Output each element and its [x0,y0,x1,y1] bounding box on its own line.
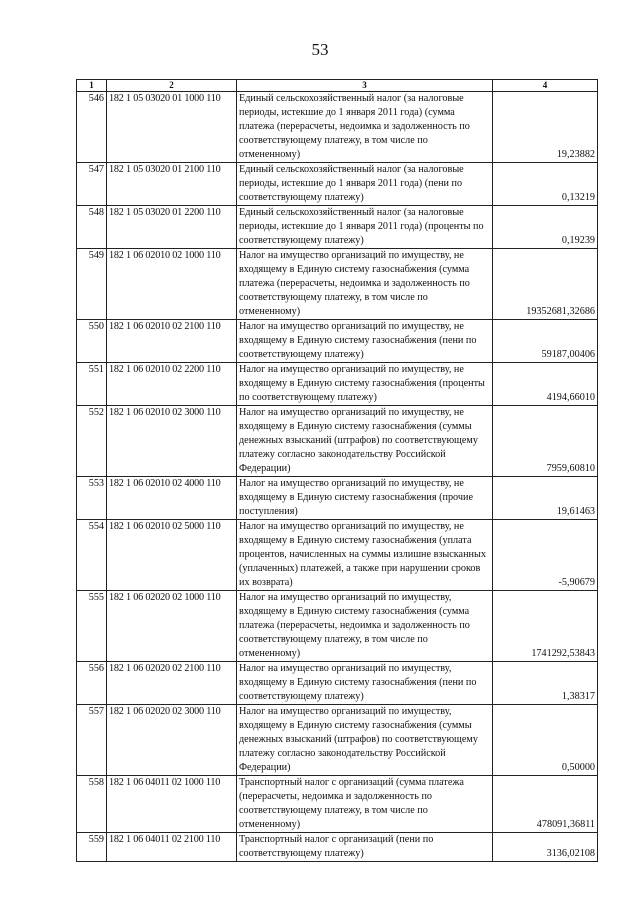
budget-code: 182 1 05 03020 01 2200 110 [107,206,237,249]
budget-code: 182 1 06 02010 02 5000 110 [107,520,237,591]
amount: 59187,00406 [493,320,598,363]
amount: 0,19239 [493,206,598,249]
row-number: 551 [77,363,107,406]
revenue-name: Налог на имущество организаций по имуществу, не входящему в Единую систему газоснабжения (пени по соответствующему платежу) [237,320,493,363]
amount: 0,13219 [493,163,598,206]
row-number: 559 [77,833,107,862]
amount: 0,50000 [493,705,598,776]
amount: 1741292,53843 [493,591,598,662]
revenue-name: Транспортный налог с организаций (сумма платежа (перерасчеты, недоимка и задолженность по соответствующему платежу, в том числе по отмененному) [237,776,493,833]
table-row [77,591,598,662]
row-number: 556 [77,662,107,705]
amount: 3136,02108 [493,833,598,862]
revenue-name: Налог на имущество организаций по имуществу, не входящему в Единую систему газоснабжения (уплата процентов, начисленных на суммы излишне взысканных (уплаченных) платежей, а также при нарушении сроков их возврата) [237,520,493,591]
revenue-name: Единый сельскохозяйственный налог (за налоговые периоды, истекшие до 1 января 2011 года) (проценты по соответствующему платежу) [237,206,493,249]
row-number: 546 [77,92,107,163]
budget-code: 182 1 05 03020 01 1000 110 [107,92,237,163]
table-row [77,320,598,363]
revenue-name: Налог на имущество организаций по имуществу, входящему в Единую систему газоснабжения (сумма платежа (перерасчеты, недоимка и задолженность по соответствующему платежу, в том числе по отмененному) [237,591,493,662]
row-number: 550 [77,320,107,363]
revenue-name: Налог на имущество организаций по имуществу, не входящему в Единую систему газоснабжения (прочие поступления) [237,477,493,520]
amount: 19352681,32686 [493,249,598,320]
row-number: 547 [77,163,107,206]
revenue-name: Транспортный налог с организаций (пени по соответствующему платежу) [237,833,493,862]
row-number: 549 [77,249,107,320]
row-number: 557 [77,705,107,776]
revenue-table [76,79,598,862]
budget-code: 182 1 06 02020 02 3000 110 [107,705,237,776]
table-row [77,776,598,833]
revenue-name: Единый сельскохозяйственный налог (за налоговые периоды, истекшие до 1 января 2011 года) (пени по соответствующему платежу) [237,163,493,206]
budget-code: 182 1 06 02010 02 4000 110 [107,477,237,520]
amount: 4194,66010 [493,363,598,406]
budget-code: 182 1 06 04011 02 2100 110 [107,833,237,862]
table-row [77,206,598,249]
row-number: 552 [77,406,107,477]
amount: 19,61463 [493,477,598,520]
budget-code: 182 1 06 02010 02 2100 110 [107,320,237,363]
table-header-row [77,80,598,92]
table-row [77,363,598,406]
header-col-2: 2 [107,80,237,92]
budget-code: 182 1 06 02020 02 2100 110 [107,662,237,705]
revenue-name: Единый сельскохозяйственный налог (за налоговые периоды, истекшие до 1 января 2011 года) (сумма платежа (перерасчеты, недоимка и задолженность по соответствующему платежу, в том числе по отмененному) [237,92,493,163]
budget-code: 182 1 06 02020 02 1000 110 [107,591,237,662]
row-number: 558 [77,776,107,833]
revenue-name: Налог на имущество организаций по имуществу, входящему в Единую систему газоснабжения (пени по соответствующему платежу) [237,662,493,705]
revenue-name: Налог на имущество организаций по имуществу, входящему в Единую систему газоснабжения (суммы денежных взысканий (штрафов) по соответствующему платежу согласно законодательству Российской Федерации) [237,705,493,776]
amount: 1,38317 [493,662,598,705]
row-number: 555 [77,591,107,662]
table-row [77,163,598,206]
amount: 478091,36811 [493,776,598,833]
header-col-4: 4 [493,80,598,92]
table-row [77,662,598,705]
revenue-name: Налог на имущество организаций по имуществу, не входящему в Единую систему газоснабжения (сумма платежа (перерасчеты, недоимка и задолженность по соответствующему платежу, в том числе по отмененному) [237,249,493,320]
header-col-3: 3 [237,80,493,92]
table-row [77,406,598,477]
budget-code: 182 1 05 03020 01 2100 110 [107,163,237,206]
revenue-name: Налог на имущество организаций по имуществу, не входящему в Единую систему газоснабжения (проценты по соответствующему платежу) [237,363,493,406]
table-row [77,477,598,520]
amount: 7959,60810 [493,406,598,477]
row-number: 553 [77,477,107,520]
budget-code: 182 1 06 02010 02 2200 110 [107,363,237,406]
row-number: 548 [77,206,107,249]
table-row [77,520,598,591]
revenue-name: Налог на имущество организаций по имуществу, не входящему в Единую систему газоснабжения (суммы денежных взысканий (штрафов) по соответствующему платежу согласно законодательству Российской Федерации) [237,406,493,477]
table-row [77,249,598,320]
budget-code: 182 1 06 02010 02 3000 110 [107,406,237,477]
row-number: 554 [77,520,107,591]
budget-code: 182 1 06 04011 02 1000 110 [107,776,237,833]
table-body [77,80,598,862]
table-row [77,833,598,862]
table-row [77,705,598,776]
header-col-1: 1 [77,80,107,92]
amount: -5,90679 [493,520,598,591]
budget-code: 182 1 06 02010 02 1000 110 [107,249,237,320]
table-row [77,92,598,163]
page-number: 53 [311,40,329,59]
amount: 19,23882 [493,92,598,163]
